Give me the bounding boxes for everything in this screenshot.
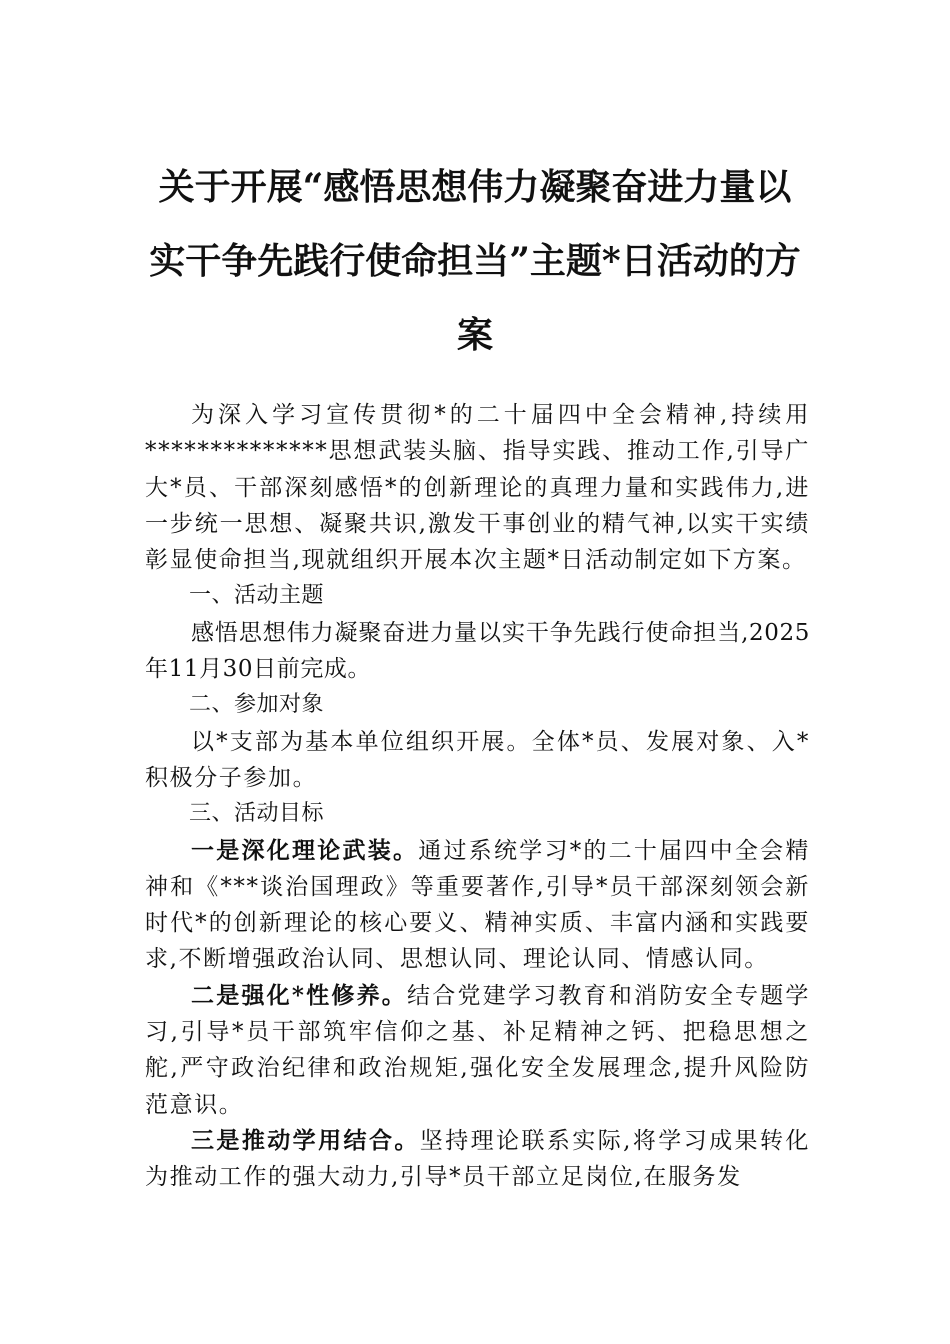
theme-paragraph: 感悟思想伟力凝聚奋进力量以实干争先践行使命担当,2025年11月30日前完成。 [145, 619, 810, 683]
title-line-3: 案 [456, 314, 493, 356]
goal-2-text: 结合党建学习教育和消防安全专题学习,引导*员干部筑牢信仰之基、补足精神之钙、把稳思想之舵,严守政治纪律和政治规矩,强化安全发展理念,提升风险防范意识。 [145, 982, 810, 1118]
goal-paragraph-1 [145, 833, 810, 978]
goal-3-text: 坚持理论联系实际,将学习成果转化为推动工作的强大动力,引导*员干部立足岗位,在服务发 [145, 1127, 810, 1191]
goal-3-lead: 三是推动学用结合。 [191, 1126, 420, 1154]
goal-paragraph-3 [145, 1123, 810, 1196]
title-line-2: 实干争先践行使命担当”主题*日活动的方 [149, 240, 801, 282]
section-heading-goals: 三、活动目标 [189, 801, 325, 827]
section-heading-theme: 一、活动主题 [189, 583, 325, 609]
goal-2-lead: 二是强化*性修养。 [191, 981, 408, 1009]
goal-paragraph-2 [145, 978, 810, 1123]
section-heading-participants: 二、参加对象 [189, 692, 325, 718]
participants-paragraph: 以*支部为基本单位组织开展。全体*员、发展对象、入*积极分子参加。 [145, 728, 810, 791]
goal-1-lead: 一是深化理论武装。 [191, 836, 419, 864]
title-line-1: 关于开展“感悟思想伟力凝聚奋进力量以 [158, 166, 792, 208]
document-title [140, 150, 810, 372]
intro-paragraph: 为深入学习宣传贯彻*的二十届四中全会精神,持续用**************思想武装头脑、指导实践、推动工作,引导广大*员、干部深刻感悟*的创新理论的真理力量和实践伟力,进一步统一思想、凝聚共识,激发干事创业的精气神,以实干实绩彰显使命担当,现就组织开展本次主题*日活动制定如下方案。 [145, 402, 810, 574]
goal-1-text: 通过系统学习*的二十届四中全会精神和《***谈治国理政》等重要著作,引导*员干部深刻领会新时代*的创新理论的核心要义、精神实质、丰富内涵和实践要求,不断增强政治认同、思想认同、理论认同、情感认同。 [145, 837, 810, 973]
document-body [145, 397, 810, 1196]
